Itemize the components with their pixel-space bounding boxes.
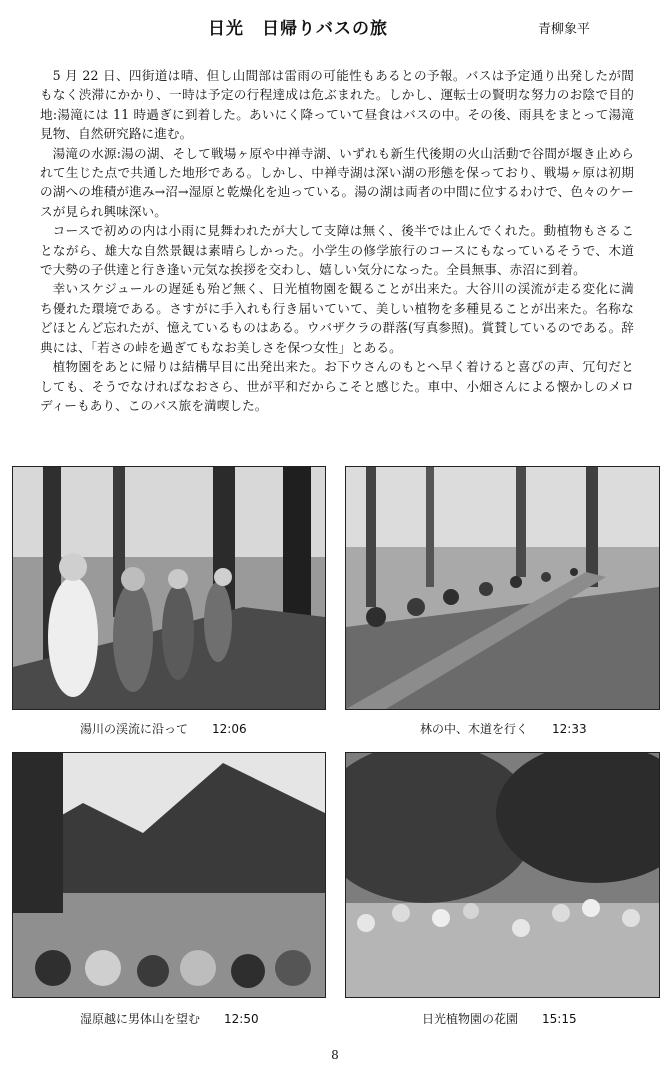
botanical-garden-photo xyxy=(345,752,660,998)
caption-time: 12:33 xyxy=(552,722,587,736)
caption-time: 12:06 xyxy=(212,722,247,736)
article-body xyxy=(40,66,634,415)
boardwalk-line-photo xyxy=(345,466,660,710)
caption-time: 15:15 xyxy=(542,1012,577,1026)
group-hikers-forest-photo xyxy=(12,466,326,710)
paragraph: コースで初めの内は小雨に見舞われたが大して支障は無く、後半では止んでくれた。動植物もさることながら、雄大な自然景観は素晴らしかった。小学生の修学旅行のコースにもなっているそうで、木道で大勢の子供達と行き逢い元気な挨拶を交わし、嬉しい気分になった。全員無事、赤沼に到着。 xyxy=(40,223,634,278)
photo-caption xyxy=(420,720,587,737)
caption-text: 日光植物園の花園 xyxy=(422,1012,519,1026)
paragraph: 植物園をあとに帰りは結構早目に出発出来た。お下ウさんのもとへ早く着けると喜びの声、冗句だとしても、そうでなければなおさら、世が平和だからこそと感じた。車中、小畑さんによる懐かしのメロディーもあり、このバス旅を満喫した。 xyxy=(40,359,634,413)
photo-caption xyxy=(80,1010,259,1027)
author-name: 青柳象平 xyxy=(538,22,591,37)
paragraph: 湯滝の水源:湯の湖、そして戦場ヶ原や中禅寺湖、いずれも新生代後期の火山活動で谷間が堰き止められて生じた点で共通した地形である。しかし、中禅寺湖は深い湖の形態を保っており、戦場ヶ原は初期の湖への堆積が進み→沼→湿原と乾燥化を辿っている。湯の湖は両者の中間に位するわけで、色々のケースが見られ興味深い。 xyxy=(40,145,634,219)
page-header xyxy=(0,14,670,44)
caption-text: 湯川の渓流に沿って xyxy=(80,722,189,736)
photo-caption xyxy=(422,1010,577,1027)
caption-text: 林の中、木道を行く xyxy=(420,722,529,736)
paragraph: 5 月 22 日、四街道は晴、但し山間部は雷雨の可能性もあるとの予報。バスは予定通り出発したが間もなく渋滞にかかり、一時は予定の行程達成は危ぶまれた。しかし、運転士の賢明な努力のお陰で目的地:湯滝には 11 時過ぎに到着した。あいにく降っていて昼食はバスの中。その後、雨具をまとって湯滝見物、自然研究路に進む。 xyxy=(40,68,634,142)
caption-text: 湿原越に男体山を望む xyxy=(80,1012,201,1026)
caption-time: 12:50 xyxy=(224,1012,259,1026)
page-number: 8 xyxy=(331,1048,339,1062)
article-title: 日光 日帰りバスの旅 xyxy=(208,19,388,39)
mountain-marsh-photo xyxy=(12,752,326,998)
paragraph: 幸いスケジュールの遅延も殆ど無く、日光植物園を観ることが出来た。大谷川の渓流が走る変化に満ち優れた環境である。さすがに手入れも行き届いていて、美しい植物を多種見ることが出来た。名称などほとんど忘れたが、憶えているものはある。ウバザクラの群落(写真参照)。賞賛しているのである。辞典には、「若さの峠を過ぎてもなお美しさを保つ女性」とある。 xyxy=(40,281,634,355)
photo-caption xyxy=(80,720,247,737)
